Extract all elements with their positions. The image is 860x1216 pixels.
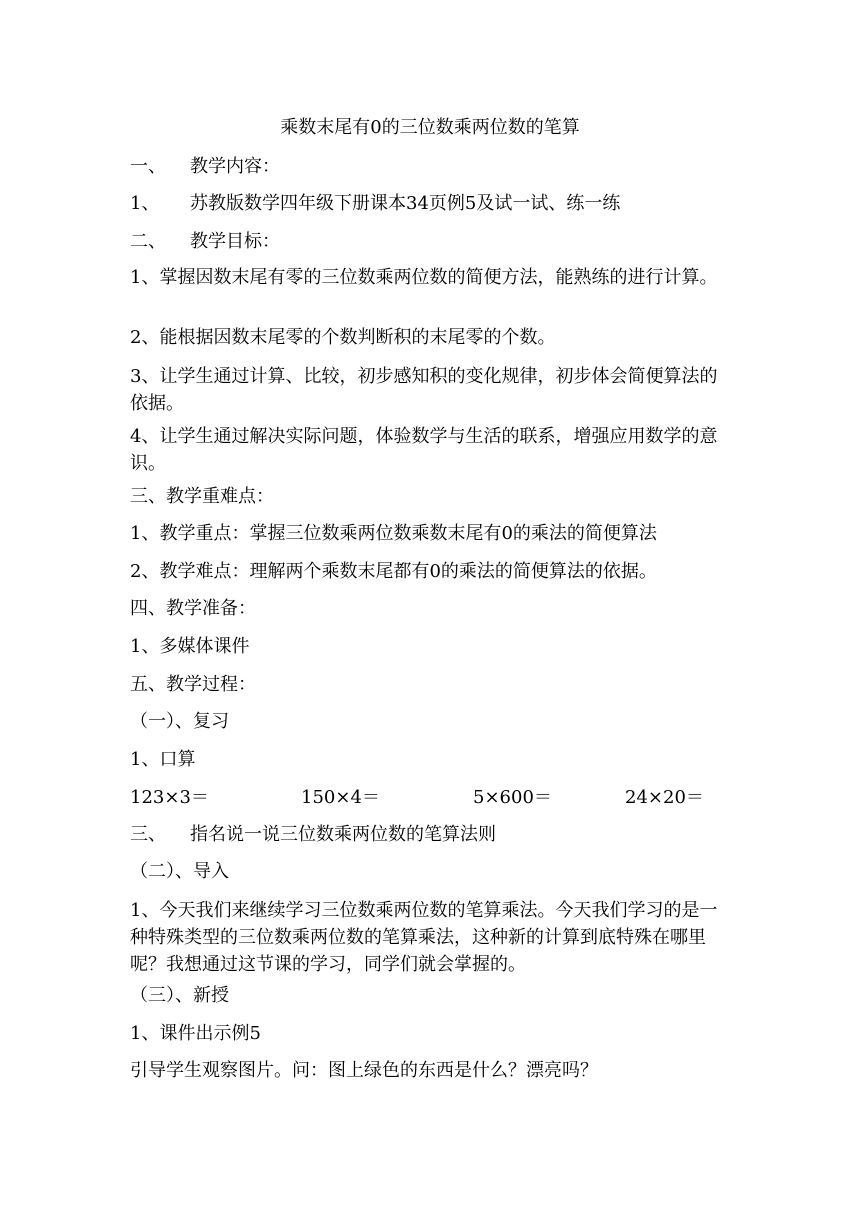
item-text: 指名说一说三位数乘两位数的笔算法则 xyxy=(190,824,496,845)
subsection-review: （一）、复习 xyxy=(130,711,229,732)
goal-1: 1、掌握因数末尾有零的三位数乘两位数的简便方法，能熟练的进行计算。 xyxy=(130,267,718,288)
section-label: 教学内容： xyxy=(190,156,280,177)
oral-calc-3: 5×600＝ xyxy=(473,787,552,808)
section-heading-keypoints: 三、教学重难点： xyxy=(130,486,274,507)
intro-paragraph: 1、今天我们来继续学习三位数乘两位数的笔算乘法。今天我们学习的是一种特殊类型的三位数乘两位数的笔算乘法，这种新的计算到底特殊在哪里呢？我想通过这节课的学习，同学们就会掌握的。 xyxy=(130,900,718,975)
section-heading-process: 五、教学过程： xyxy=(130,674,256,695)
section-number: 一、 xyxy=(130,156,166,177)
document-title: 乘数末尾有0的三位数乘两位数的笔算 xyxy=(280,117,580,138)
subsection-intro: （二）、导入 xyxy=(130,861,229,882)
item-number: 1、 xyxy=(130,193,160,214)
new-lesson-question: 引导学生观察图片。问：图上绿色的东西是什么？漂亮吗？ xyxy=(130,1060,598,1081)
goal-3: 3、让学生通过计算、比较，初步感知积的变化规律，初步体会简便算法的依据。 xyxy=(130,366,718,414)
preparation-item: 1、多媒体课件 xyxy=(130,636,250,657)
subsection-new-lesson: （三）、新授 xyxy=(130,985,229,1006)
difficult-point: 2、教学难点：理解两个乘数末尾都有0的乘法的简便算法的依据。 xyxy=(130,561,657,582)
goal-4: 4、让学生通过解决实际问题，体验数学与生活的联系，增强应用数学的意识。 xyxy=(130,426,718,474)
goal-2: 2、能根据因数末尾零的个数判断积的末尾零的个数。 xyxy=(130,327,556,348)
review-item: 1、口算 xyxy=(130,749,196,770)
section-label: 教学目标： xyxy=(190,231,280,252)
key-point: 1、教学重点：掌握三位数乘两位数乘数末尾有0的乘法的简便算法 xyxy=(130,523,657,544)
section-number: 二、 xyxy=(130,231,166,252)
oral-calc-1: 123×3＝ xyxy=(130,787,209,808)
item-text: 苏教版数学四年级下册课本34页例5及试一试、练一练 xyxy=(190,193,621,214)
oral-calc-2: 150×4＝ xyxy=(301,787,380,808)
oral-calc-4: 24×20＝ xyxy=(625,787,704,808)
review-item-rule xyxy=(130,822,730,848)
section-heading-preparation: 四、教学准备： xyxy=(130,598,256,619)
section-heading-content xyxy=(130,154,730,180)
content-item xyxy=(130,191,730,217)
section-heading-goals xyxy=(130,229,730,255)
item-number: 三、 xyxy=(130,824,166,845)
new-lesson-item: 1、课件出示例5 xyxy=(130,1023,261,1044)
